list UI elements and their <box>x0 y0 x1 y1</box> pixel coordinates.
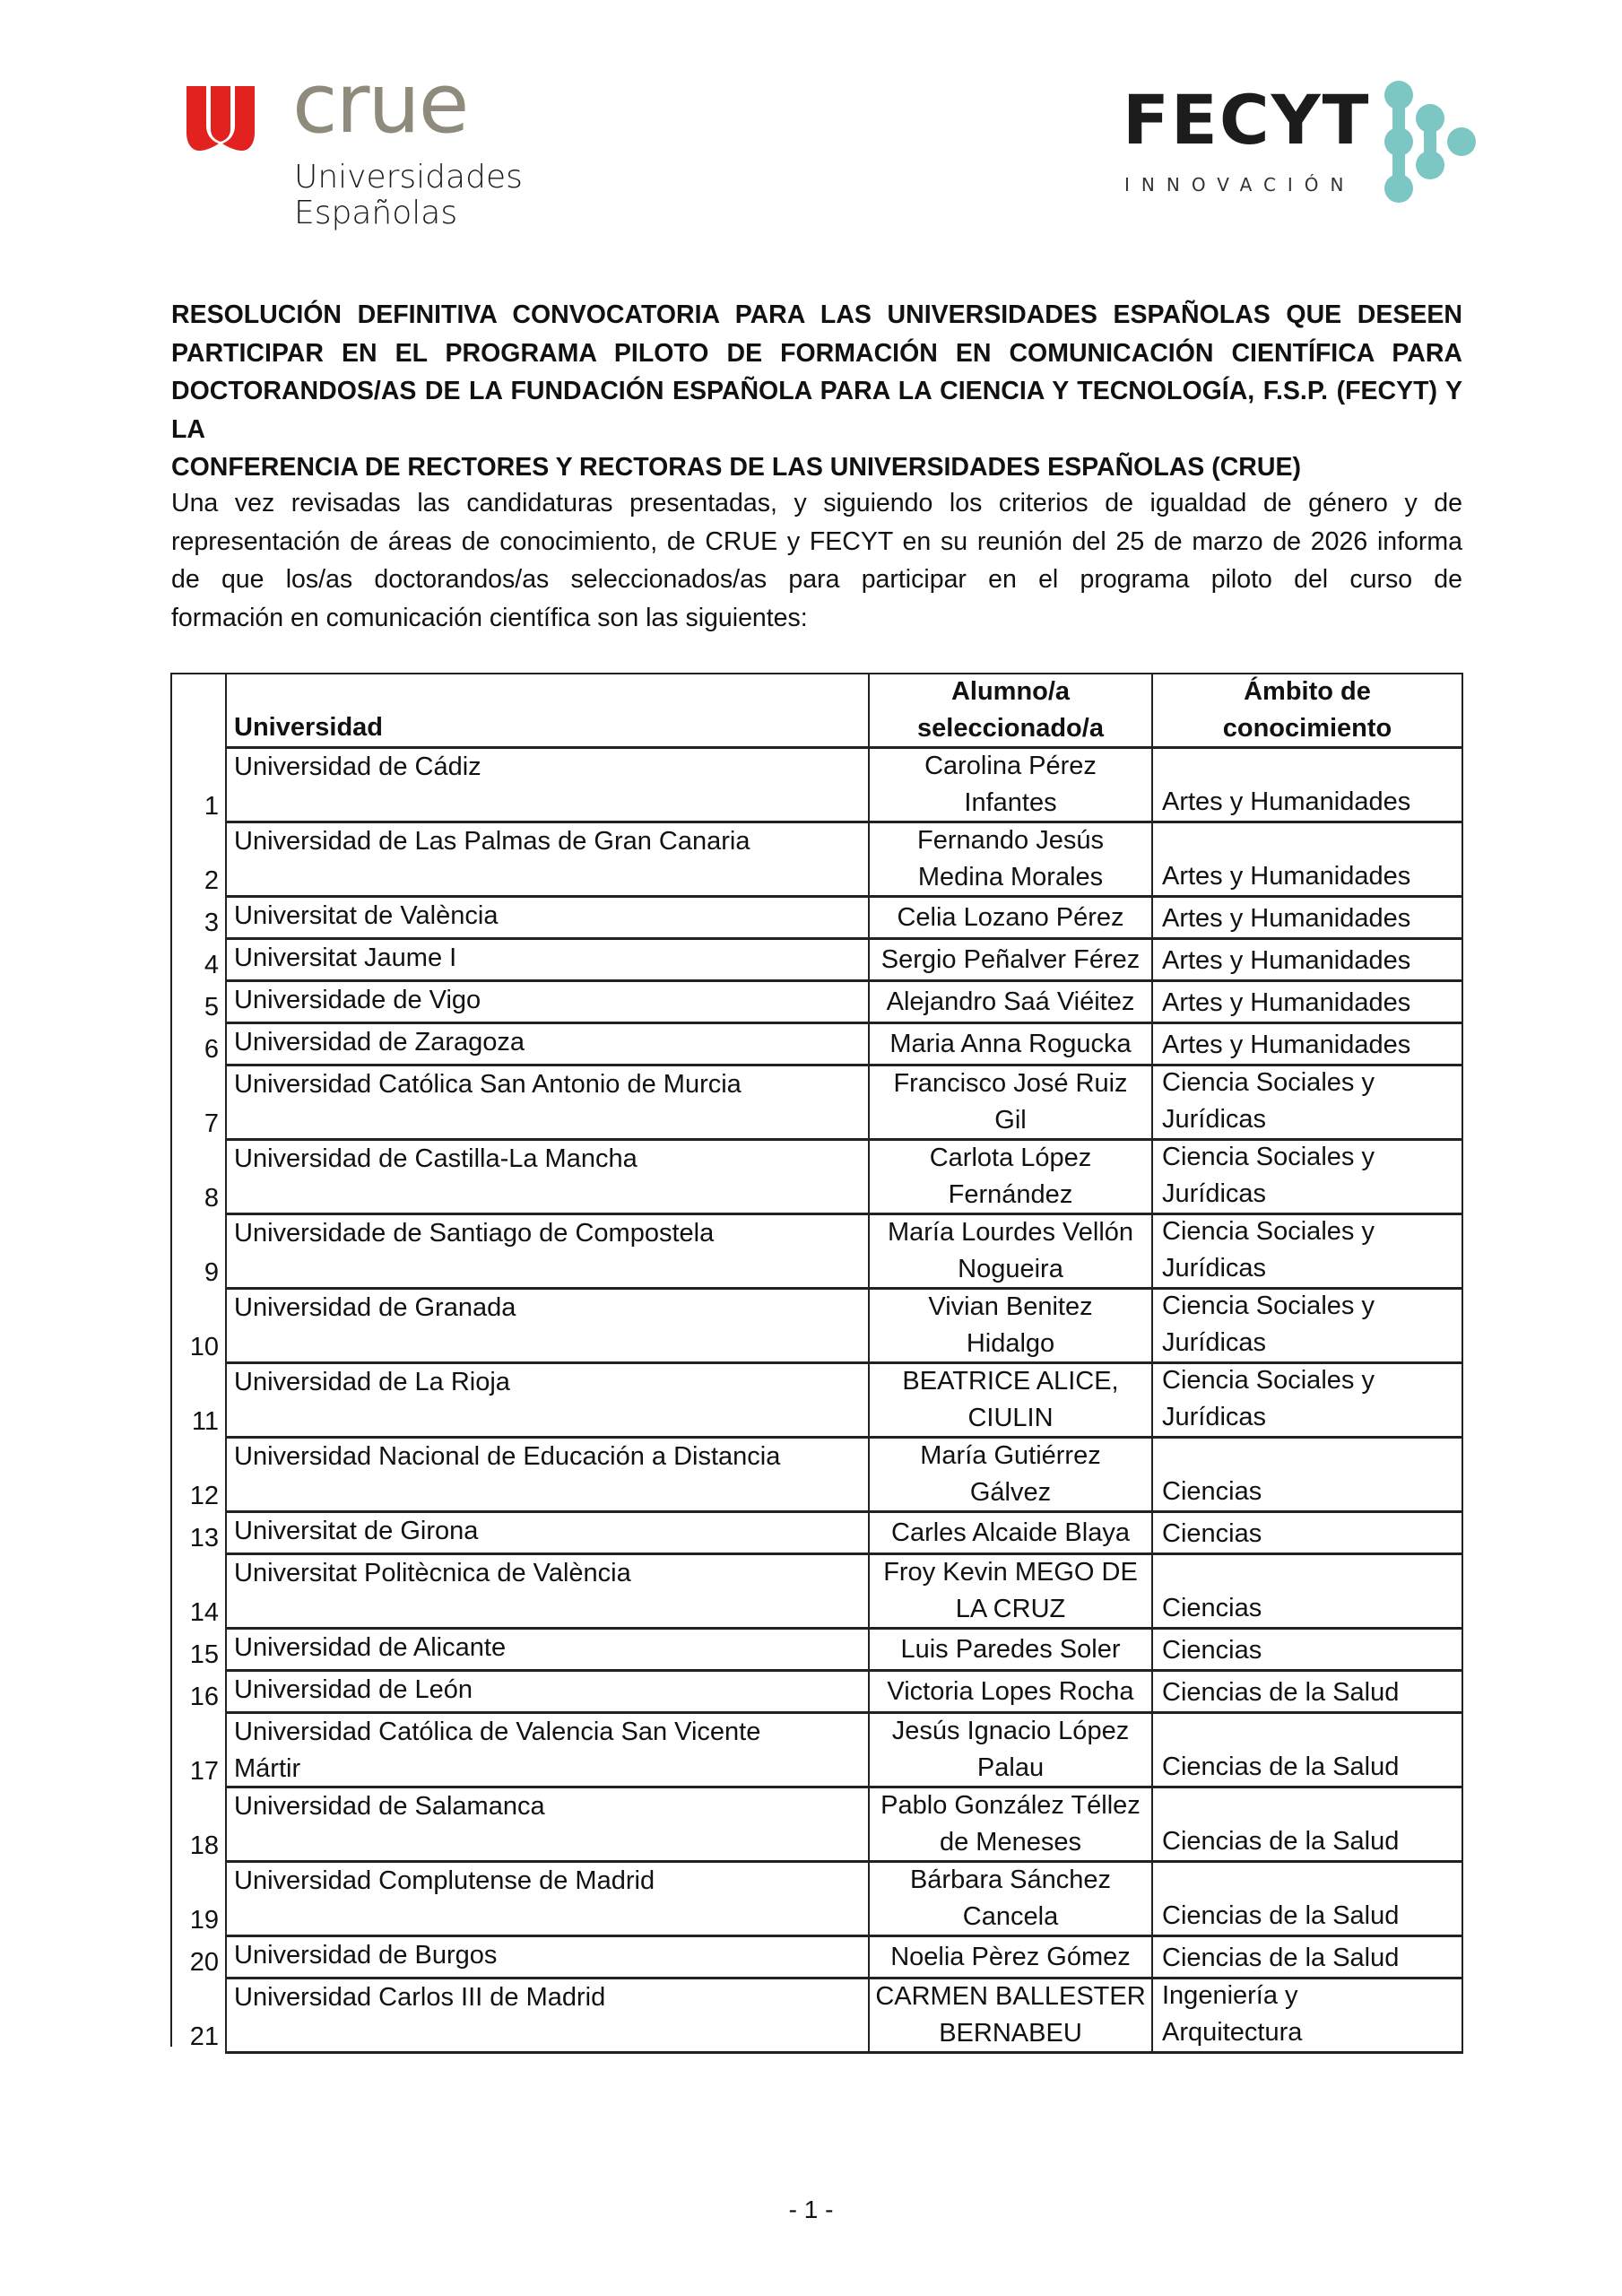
crue-logo <box>186 56 527 235</box>
universidad-cell <box>227 749 870 823</box>
ambito-cell <box>1153 1863 1463 1937</box>
ambito-cell-line: Jurídicas <box>1162 1403 1267 1431</box>
row-number: 19 <box>170 1863 227 1937</box>
ambito-cell <box>1153 1141 1463 1215</box>
ambito-cell <box>1153 1066 1463 1141</box>
universidad-cell <box>227 1937 870 1979</box>
alumno-cell-line: Froy Kevin MEGO DE <box>883 1558 1138 1587</box>
ambito-cell <box>1153 1513 1463 1555</box>
ambito-cell-line: Ciencia Sociales y <box>1162 1068 1375 1097</box>
universidad-cell <box>227 1215 870 1290</box>
universidad-cell-line: Universidad Carlos III de Madrid <box>234 1983 606 2012</box>
alumno-cell <box>870 1788 1153 1863</box>
ambito-cell-line: Ciencias de la Salud <box>1162 1752 1400 1781</box>
universidad-cell <box>227 1788 870 1863</box>
universidad-cell <box>227 1066 870 1141</box>
ambito-cell <box>1153 823 1463 898</box>
universidad-cell-line: Universidad de Burgos <box>234 1941 498 1970</box>
page-number: - 1 - <box>788 2196 834 2223</box>
universidad-cell-line: Universitat de Girona <box>234 1517 479 1545</box>
alumno-cell <box>870 1439 1153 1513</box>
table-row <box>170 1979 1463 2054</box>
ambito-cell <box>1153 1788 1463 1863</box>
row-number: 18 <box>170 1788 227 1863</box>
alumno-cell-line: BEATRICE ALICE, <box>902 1367 1119 1396</box>
fecyt-tagline: INNOVACIÓN <box>1124 174 1356 196</box>
ambito-cell-line: Artes y Humanidades <box>1162 946 1411 975</box>
alumno-cell <box>870 1141 1153 1215</box>
universidad-cell <box>227 1439 870 1513</box>
universidad-cell <box>227 1141 870 1215</box>
ambito-cell <box>1153 1979 1463 2054</box>
table-row <box>170 1788 1463 1863</box>
alumno-cell-line: Noelia Pèrez Gómez <box>890 1942 1131 1971</box>
ambito-cell-line: Jurídicas <box>1162 1254 1267 1283</box>
alumno-cell-line: Carolina Pérez <box>924 752 1097 780</box>
row-number: 16 <box>170 1672 227 1714</box>
ambito-cell-line: Ciencias <box>1162 1636 1262 1665</box>
header-ambito-line1: Ámbito de <box>1244 677 1371 706</box>
alumno-cell-line: Fernando Jesús <box>917 826 1104 855</box>
universidad-cell <box>227 982 870 1024</box>
universidad-cell-line: Universidad Católica de Valencia San Vicente <box>234 1718 761 1746</box>
ambito-cell <box>1153 898 1463 940</box>
alumno-cell-line: BERNABEU <box>939 2019 1082 2048</box>
ambito-cell <box>1153 749 1463 823</box>
row-number: 5 <box>170 982 227 1024</box>
alumno-cell-line: Palau <box>976 1753 1045 1782</box>
alumno-cell <box>870 1979 1153 2054</box>
alumno-cell <box>870 982 1153 1024</box>
universidad-cell <box>227 1290 870 1364</box>
alumno-cell <box>870 1672 1153 1714</box>
universidad-cell-line: Universidad de Alicante <box>234 1633 507 1662</box>
universidad-cell-line: Universidade de Santiago de Compostela <box>234 1219 715 1248</box>
title-line: CONFERENCIA DE RECTORES Y RECTORAS DE LAS UNIVERSIDADES ESPAÑOLAS (CRUE) <box>171 453 1301 482</box>
alumno-cell-line: Victoria Lopes Rocha <box>887 1676 1134 1706</box>
crue-subtitle-line1: Universidades <box>294 159 523 196</box>
alumno-cell <box>870 749 1153 823</box>
ambito-cell <box>1153 1290 1463 1364</box>
ambito-cell <box>1153 1439 1463 1513</box>
table-row <box>170 1439 1463 1513</box>
ambito-cell <box>1153 940 1463 982</box>
table-row <box>170 1024 1463 1066</box>
alumno-cell-line: Jesús Ignacio López <box>891 1717 1130 1745</box>
header-ambito <box>1153 673 1463 749</box>
alumno-cell-line: María Gutiérrez <box>920 1441 1101 1470</box>
alumno-cell-line: Alejandro Saá Viéitez <box>886 987 1135 1016</box>
ambito-cell-line: Artes y Humanidades <box>1162 787 1411 816</box>
universidad-cell-line: Universidade de Vigo <box>234 986 481 1014</box>
ambito-cell <box>1153 1555 1463 1630</box>
universidad-cell <box>227 1513 870 1555</box>
universidad-cell-line: Universidad de La Rioja <box>234 1368 510 1396</box>
alumno-cell-line: Cancela <box>962 1902 1059 1931</box>
alumno-cell-line: Medina Morales <box>917 863 1104 891</box>
ambito-cell-line: Ciencias de la Salud <box>1162 1827 1400 1856</box>
ambito-cell-line: Jurídicas <box>1162 1179 1267 1208</box>
header-universidad: Universidad <box>227 673 870 749</box>
alumno-cell <box>870 1290 1153 1364</box>
alumno-cell-line: CARMEN BALLESTER <box>875 1982 1146 2011</box>
universidad-cell-line: Universidad de Las Palmas de Gran Canaria <box>234 827 750 856</box>
row-number: 10 <box>170 1290 227 1364</box>
alumno-cell-line: de Meneses <box>939 1828 1081 1857</box>
universidad-cell-line: Universitat Politècnica de València <box>234 1559 631 1587</box>
crue-wordmark: crue <box>292 56 468 152</box>
selection-table <box>170 673 1463 2054</box>
table-row <box>170 823 1463 898</box>
alumno-cell <box>870 1513 1153 1555</box>
alumno-cell <box>870 940 1153 982</box>
ambito-cell-line: Ciencias de la Salud <box>1162 1901 1400 1930</box>
alumno-cell-line: Pablo González Téllez <box>880 1791 1141 1820</box>
table-row <box>170 1066 1463 1141</box>
header-ambito-line2: conocimiento <box>1222 714 1392 743</box>
alumno-cell <box>870 1863 1153 1937</box>
universidad-cell <box>227 1555 870 1630</box>
alumno-cell <box>870 1215 1153 1290</box>
row-number: 15 <box>170 1630 227 1672</box>
fecyt-wordmark: FECYT <box>1123 80 1371 160</box>
row-number: 12 <box>170 1439 227 1513</box>
universidad-cell <box>227 1024 870 1066</box>
universidad-cell-line: Universidad de Castilla-La Mancha <box>234 1144 638 1173</box>
row-number: 14 <box>170 1555 227 1630</box>
row-number: 6 <box>170 1024 227 1066</box>
intro-line: representación de áreas de conocimiento, de CRUE y FECYT en su reunión del 25 de marzo de 2026 informa <box>171 526 1462 556</box>
crue-subtitle-line2: Españolas <box>294 195 458 231</box>
universidad-cell-line: Universidad Complutense de Madrid <box>234 1866 655 1895</box>
alumno-cell-line: LA CRUZ <box>955 1595 1066 1623</box>
header-number-cell <box>170 673 227 749</box>
alumno-cell-line: Maria Anna Rogucka <box>889 1029 1132 1058</box>
table-header-row <box>170 673 1463 749</box>
alumno-cell-line: Hidalgo <box>966 1329 1055 1358</box>
ambito-cell-line: Artes y Humanidades <box>1162 1031 1411 1059</box>
ambito-cell <box>1153 1672 1463 1714</box>
universidad-cell-line: Universidad de Cádiz <box>234 752 481 781</box>
table-row <box>170 1937 1463 1979</box>
fecyt-logo <box>1121 77 1462 212</box>
ambito-cell-line: Arquitectura <box>1162 2018 1303 2047</box>
table-row <box>170 1630 1463 1672</box>
table-row <box>170 1215 1463 1290</box>
universidad-cell <box>227 1863 870 1937</box>
universidad-cell <box>227 898 870 940</box>
alumno-cell <box>870 1364 1153 1439</box>
header-alumno-line2: seleccionado/a <box>917 714 1104 743</box>
universidad-cell-line: Universidad Nacional de Educación a Distancia <box>234 1442 781 1471</box>
alumno-cell <box>870 1937 1153 1979</box>
ambito-cell <box>1153 1024 1463 1066</box>
ambito-cell <box>1153 1215 1463 1290</box>
ambito-cell <box>1153 1937 1463 1979</box>
ambito-cell-line: Artes y Humanidades <box>1162 862 1411 891</box>
table-row <box>170 940 1463 982</box>
alumno-cell-line: Luis Paredes Soler <box>900 1634 1121 1664</box>
row-number: 3 <box>170 898 227 940</box>
intro-paragraph <box>171 484 1462 637</box>
intro-line: formación en comunicación científica son las siguientes: <box>171 603 808 632</box>
universidad-cell-line: Universidad Católica San Antonio de Murcia <box>234 1070 742 1099</box>
ambito-cell-line: Ciencia Sociales y <box>1162 1143 1375 1171</box>
table-row <box>170 1290 1463 1364</box>
ambito-cell-line: Jurídicas <box>1162 1105 1267 1134</box>
alumno-cell-line: Sergio Peñalver Férez <box>880 944 1141 974</box>
row-number: 8 <box>170 1141 227 1215</box>
table-row <box>170 749 1463 823</box>
universidad-cell-line: Universidad de Salamanca <box>234 1792 545 1821</box>
intro-line: Una vez revisadas las candidaturas presentadas, y siguiendo los criterios de igualdad de género y de <box>171 489 1462 517</box>
row-number: 9 <box>170 1215 227 1290</box>
ambito-cell-line: Artes y Humanidades <box>1162 988 1411 1017</box>
row-number: 7 <box>170 1066 227 1141</box>
ambito-cell-line: Ciencia Sociales y <box>1162 1292 1375 1320</box>
alumno-cell-line: Nogueira <box>958 1255 1063 1283</box>
ambito-cell <box>1153 982 1463 1024</box>
alumno-cell-line: Carles Alcaide Blaya <box>891 1518 1130 1547</box>
alumno-cell <box>870 898 1153 940</box>
universidad-cell <box>227 1979 870 2054</box>
universidad-cell <box>227 1630 870 1672</box>
alumno-cell <box>870 1630 1153 1672</box>
alumno-cell-line: Fernández <box>948 1180 1073 1209</box>
title-line: DOCTORANDOS/AS DE LA FUNDACIÓN ESPAÑOLA PARA LA CIENCIA Y TECNOLOGÍA, F.S.P. (FECYT) Y LA <box>171 377 1462 444</box>
ambito-cell-line: Ciencias <box>1162 1594 1262 1622</box>
ambito-cell-line: Ciencias de la Salud <box>1162 1678 1400 1707</box>
alumno-cell-line: Vivian Benitez <box>928 1292 1093 1321</box>
header-alumno <box>870 673 1153 749</box>
ambito-cell-line: Ciencia Sociales y <box>1162 1366 1375 1395</box>
row-number: 17 <box>170 1714 227 1788</box>
table-row <box>170 1141 1463 1215</box>
title-line: RESOLUCIÓN DEFINITIVA CONVOCATORIA PARA LAS UNIVERSIDADES ESPAÑOLAS QUE DESEEN <box>171 300 1462 329</box>
row-number: 21 <box>170 1979 227 2054</box>
table-row <box>170 898 1463 940</box>
alumno-cell-line: María Lourdes Vellón <box>887 1218 1134 1247</box>
row-number: 1 <box>170 749 227 823</box>
ambito-cell <box>1153 1630 1463 1672</box>
ambito-cell <box>1153 1714 1463 1788</box>
alumno-cell <box>870 823 1153 898</box>
universidad-cell <box>227 1364 870 1439</box>
universidad-cell-line: Universidad de Granada <box>234 1293 516 1322</box>
ambito-cell-line: Artes y Humanidades <box>1162 904 1411 933</box>
table-row <box>170 1863 1463 1937</box>
crue-u-mark-icon <box>186 86 255 152</box>
alumno-cell-line: Infantes <box>964 788 1057 817</box>
universidad-cell <box>227 1672 870 1714</box>
universidad-cell-line: Mártir <box>234 1754 301 1783</box>
universidad-cell-line: Universitat de València <box>234 901 499 930</box>
table-row <box>170 1672 1463 1714</box>
ambito-cell-line: Ingeniería y <box>1162 1981 1298 2010</box>
header-alumno-line1: Alumno/a <box>950 677 1071 706</box>
ambito-cell-line: Ciencia Sociales y <box>1162 1217 1375 1246</box>
alumno-cell <box>870 1024 1153 1066</box>
alumno-cell-line: Carlota López <box>929 1144 1092 1172</box>
alumno-cell <box>870 1066 1153 1141</box>
table-row <box>170 1714 1463 1788</box>
universidad-cell <box>227 1714 870 1788</box>
table-row <box>170 1555 1463 1630</box>
alumno-cell <box>870 1714 1153 1788</box>
fecyt-dots-mark-icon <box>1379 77 1478 212</box>
row-number: 13 <box>170 1513 227 1555</box>
crue-subtitle <box>294 160 523 231</box>
alumno-cell <box>870 1555 1153 1630</box>
alumno-cell-line: Francisco José Ruiz <box>893 1069 1128 1098</box>
universidad-cell <box>227 940 870 982</box>
table-row <box>170 982 1463 1024</box>
alumno-cell-line: CIULIN <box>967 1404 1054 1432</box>
intro-line: de que los/as doctorandos/as seleccionados/as para participar en el programa piloto del curso de <box>171 565 1462 594</box>
ambito-cell-line: Ciencias de la Salud <box>1162 1944 1400 1972</box>
ambito-cell-line: Jurídicas <box>1162 1328 1267 1357</box>
row-number: 20 <box>170 1937 227 1979</box>
row-number: 11 <box>170 1364 227 1439</box>
row-number: 2 <box>170 823 227 898</box>
universidad-cell-line: Universitat Jaume I <box>234 944 457 972</box>
alumno-cell-line: Celia Lozano Pérez <box>897 902 1124 932</box>
ambito-cell-line: Ciencias <box>1162 1477 1262 1506</box>
ambito-cell-line: Ciencias <box>1162 1519 1262 1548</box>
document-title <box>171 296 1462 487</box>
row-number: 4 <box>170 940 227 982</box>
alumno-cell-line: Bárbara Sánchez <box>909 1866 1112 1894</box>
ambito-cell <box>1153 1364 1463 1439</box>
table-row <box>170 1513 1463 1555</box>
universidad-cell-line: Universidad de Zaragoza <box>234 1028 525 1057</box>
table-row <box>170 1364 1463 1439</box>
universidad-cell <box>227 823 870 898</box>
alumno-cell-line: Gálvez <box>969 1478 1052 1507</box>
alumno-cell-line: Gil <box>994 1106 1027 1135</box>
title-line: PARTICIPAR EN EL PROGRAMA PILOTO DE FORMACIÓN EN COMUNICACIÓN CIENTÍFICA PARA <box>171 338 1462 368</box>
universidad-cell-line: Universidad de León <box>234 1675 473 1704</box>
